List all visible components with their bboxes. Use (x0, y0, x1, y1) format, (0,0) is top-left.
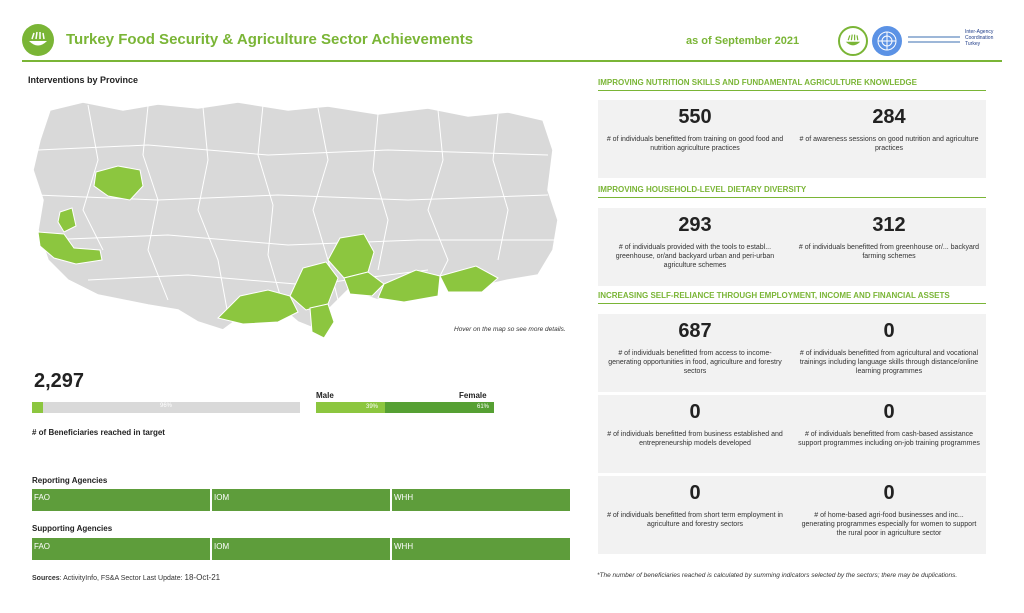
indicator-description: # of individuals benefitted from training on good food and nutrition agriculture practices (606, 136, 784, 152)
reporting-agencies-row (32, 489, 570, 511)
indicator-card (792, 314, 986, 392)
map-section-title: Interventions by Province (28, 75, 139, 85)
indicator-value: 284 (872, 106, 906, 128)
total-beneficiaries: 2,297 (34, 370, 85, 392)
target-progress-percent: 96% (159, 403, 172, 409)
female-percent: 61% (477, 404, 490, 410)
indicator-description: # of awareness sessions on good nutrition and agriculture practices (799, 136, 979, 152)
indicator-card (598, 208, 792, 286)
header (0, 0, 1024, 66)
agency-cell[interactable]: FAO (32, 538, 210, 560)
indicator-value: 0 (883, 320, 895, 342)
header-divider (22, 60, 1002, 62)
indicator-value: 312 (872, 214, 906, 236)
supporting-agencies-title: Supporting Agencies (32, 524, 113, 533)
wheat-bowl-icon (838, 26, 868, 56)
indicator-description: # of individuals provided with the tools to establ... greenhouse, or/and backyard urban and peri-urban agriculture schemes (615, 244, 775, 269)
indicator-card (792, 476, 986, 554)
map-hint: Hover on the map so see more details. (454, 326, 566, 333)
indicator-value: 0 (689, 482, 701, 504)
indicator-value: 687 (678, 320, 712, 342)
agency-cell[interactable]: FAO (32, 489, 210, 511)
female-label: Female (459, 391, 487, 400)
agency-cell[interactable]: IOM (212, 538, 390, 560)
indicator-description: # of individuals benefitted from cash-based assistance support programmes including on-job training programmes (798, 431, 980, 447)
partner-logo (908, 36, 960, 46)
indicator-description: # of individuals benefitted from greenhouse or/... backyard farming schemes (798, 244, 980, 260)
agency-cell[interactable]: IOM (212, 489, 390, 511)
category-heading: IMPROVING NUTRITION SKILLS AND FUNDAMENTAL AGRICULTURE KNOWLEDGE (598, 78, 986, 91)
male-label: Male (316, 391, 334, 400)
indicator-value: 293 (678, 214, 712, 236)
page-title: Turkey Food Security & Agriculture Sector Achievements (66, 31, 474, 48)
agency-cell[interactable]: WHH (392, 538, 570, 560)
province-map[interactable] (28, 100, 588, 340)
indicator-card (598, 314, 792, 392)
indicator-value: 0 (689, 401, 701, 423)
sources-label: Sources (32, 575, 60, 582)
indicator-description: # of individuals benefitted from access to income-generating opportunities in food, agriculture and forestry sectors (608, 350, 782, 375)
coordination-logo-text: Inter-Agency Coordination Turkey (965, 29, 994, 47)
indicator-description: # of individuals benefitted from business established and entrepreneurship models developed (607, 431, 783, 447)
indicator-value: 0 (883, 482, 895, 504)
indicator-value: 550 (678, 106, 712, 128)
reporting-agencies-title: Reporting Agencies (32, 476, 108, 485)
indicator-card (598, 100, 792, 178)
indicator-description: # of individuals benefitted from short term employment in agriculture and forestry sectors (607, 512, 783, 528)
supporting-agencies-row (32, 538, 570, 560)
male-percent: 39% (366, 404, 379, 410)
category-heading: IMPROVING HOUSEHOLD-LEVEL DIETARY DIVERSITY (598, 185, 986, 198)
sources-text: : ActivityInfo, FS&A Sector Last Update: (59, 575, 183, 582)
indicator-value: 0 (883, 401, 895, 423)
province-hatay (310, 304, 334, 338)
last-update-date: 18-Oct-21 (184, 573, 221, 582)
indicator-card (792, 100, 986, 178)
indicator-description: # of home-based agri-food businesses and inc... generating programmes especially for women to support the rural poor in agriculture sector (801, 512, 977, 537)
indicator-card (792, 208, 986, 286)
indicator-card (598, 395, 792, 473)
indicator-card (792, 395, 986, 473)
beneficiaries-label: # of Beneficiaries reached in target (32, 428, 165, 437)
as-of-date: as of September 2021 (686, 35, 800, 47)
sources-line (32, 573, 220, 582)
footnote: *The number of beneficiaries reached is calculated by summing indicators selected by the sectors; there may be duplications. (597, 572, 958, 579)
indicator-description: # of individuals benefitted from agricultural and vocational trainings including language skills through distance/online learning programmes (799, 350, 979, 375)
category-heading: INCREASING SELF-RELIANCE THROUGH EMPLOYMENT, INCOME AND FINANCIAL ASSETS (598, 291, 986, 304)
un-emblem-icon (872, 26, 902, 56)
agency-cell[interactable]: WHH (392, 489, 570, 511)
indicator-card (598, 476, 792, 554)
wheat-bowl-icon (22, 24, 54, 56)
